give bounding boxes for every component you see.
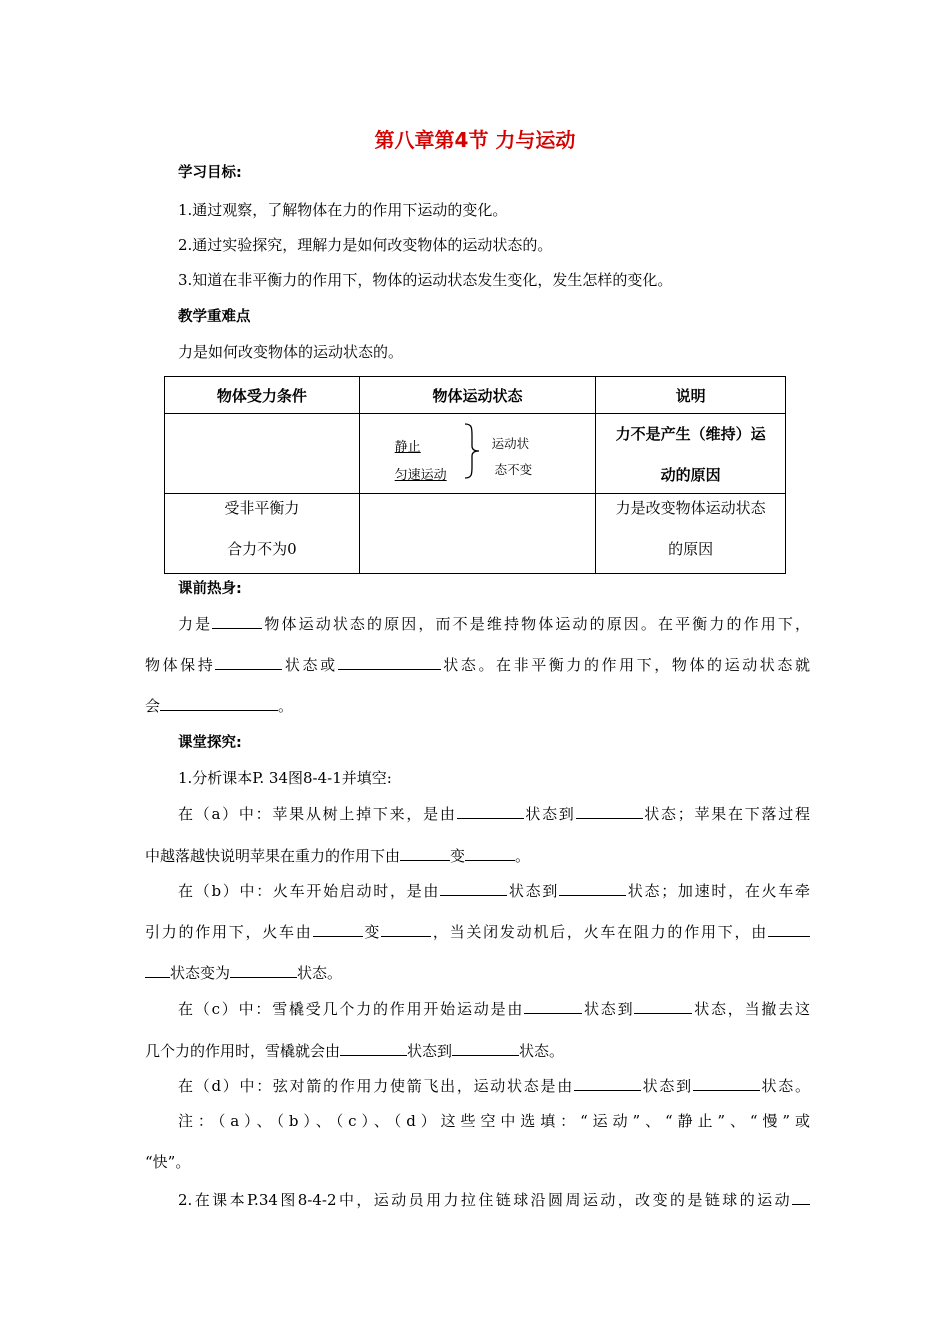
explore-question-2: [178, 1189, 810, 1210]
table-header-state: 物体运动状态: [359, 377, 596, 414]
fill-blank[interactable]: [400, 845, 450, 861]
explore-text: 状态到: [507, 882, 560, 900]
warmup-text: 物体保持: [145, 656, 216, 674]
explore-text: 。: [515, 847, 531, 865]
explore-text: 状态到: [640, 1077, 693, 1095]
explore-text: 状态到: [407, 1042, 453, 1060]
note-1-line-1: 力不是产生（维持）运: [615, 425, 766, 443]
condition-2-line-1: 受非平衡力: [224, 499, 300, 517]
fill-blank[interactable]: [576, 803, 643, 819]
warmup-text: 力是: [178, 615, 213, 633]
explore-text: 2.在课本P.34图8-4-2中，运动员用力拉住链球沿圆周运动，改变的是链球的运动: [178, 1191, 792, 1209]
fill-blank[interactable]: [340, 1040, 407, 1056]
warmup-heading: 课前热身:: [178, 581, 242, 597]
explore-text: 状态，当撤去这: [692, 1000, 810, 1018]
table-header-note: 说明: [596, 377, 786, 414]
objective-item-1: 1.通过观察，了解物体在力的作用下运动的变化。: [178, 201, 508, 219]
state-result-line-2: 态不变: [494, 462, 533, 477]
explore-b-line-2: [145, 921, 810, 942]
explore-text: 中越落越快说明苹果在重力的作用下由: [145, 847, 401, 865]
fill-blank[interactable]: [160, 695, 278, 711]
explore-heading: 课堂探究:: [178, 735, 242, 751]
warmup-line-1: [178, 613, 810, 634]
explore-text: 在（b）中：火车开始启动时，是由: [178, 882, 441, 900]
state-word-still: 静止: [394, 440, 421, 455]
warmup-text: 会: [145, 697, 161, 715]
warmup-text: 状态。在非平衡力的作用下，物体的运动状态就: [440, 656, 810, 674]
fill-blank[interactable]: [768, 921, 810, 937]
table-cell-state-1: [359, 414, 596, 494]
explore-text: 在（d）中：弦对箭的作用力使箭飞出，运动状态是由: [178, 1077, 574, 1095]
condition-2-line-2: 合力不为0: [227, 540, 297, 558]
objective-item-3: 3.知道在非平衡力的作用下，物体的运动状态发生变化，发生怎样的变化。: [178, 271, 673, 289]
explore-text: 状态到: [523, 805, 576, 823]
table-cell-note-1: [596, 414, 786, 494]
fill-blank[interactable]: [313, 921, 363, 937]
warmup-line-3: [145, 695, 810, 716]
fill-blank[interactable]: [693, 1075, 760, 1091]
table-cell-condition-1: [165, 414, 360, 494]
fill-blank[interactable]: [440, 880, 507, 896]
fill-blank[interactable]: [457, 803, 524, 819]
force-motion-table: [164, 376, 786, 574]
explore-a-line-2: [145, 845, 810, 866]
fill-blank[interactable]: [338, 654, 441, 670]
state-word-uniform: 匀速运动: [394, 468, 447, 483]
explore-text: 变: [450, 847, 466, 865]
explore-text: 状态；苹果在下落过程: [642, 805, 810, 823]
note-2-line-1: 力是改变物体运动状态: [615, 499, 766, 517]
explore-text: 引力的作用下，火车由: [145, 923, 313, 941]
fill-blank[interactable]: [452, 1040, 519, 1056]
fill-blank[interactable]: [634, 998, 692, 1014]
explore-text: 状态。: [519, 1042, 565, 1060]
explore-text: 状态变为: [170, 964, 231, 982]
fill-blank[interactable]: [574, 1075, 641, 1091]
explore-question-1: 1.分析课本P. 34图8-4-1并填空:: [178, 769, 392, 787]
fill-blank[interactable]: [212, 613, 262, 629]
explore-text: 几个力的作用时，雪橇就会由: [145, 1042, 341, 1060]
explore-b-line-1: [178, 880, 810, 901]
explore-text: 状态；加速时，在火车牵: [626, 882, 810, 900]
explore-note-line-1: 注：（a）、（b）、（c）、（d）这些空中选填：“运动”、“静止”、“慢”或: [178, 1112, 810, 1130]
key-points-text: 力是如何改变物体的运动状态的。: [178, 343, 404, 361]
warmup-line-2: [145, 654, 810, 675]
fill-blank[interactable]: [465, 845, 515, 861]
fill-blank[interactable]: [792, 1189, 810, 1205]
state-result-line-1: 运动状: [491, 436, 530, 451]
key-points-heading: 教学重难点: [178, 309, 251, 325]
fill-blank[interactable]: [215, 654, 282, 670]
fill-blank[interactable]: [381, 921, 431, 937]
warmup-text: 物体运动状态的原因，而不是维持物体运动的原因。在平衡力的作用下，: [262, 615, 810, 633]
explore-d-line-1: [178, 1075, 810, 1096]
table-cell-note-2: [596, 494, 786, 574]
explore-a-line-1: [178, 803, 810, 824]
note-1-line-2: 动的原因: [660, 466, 721, 484]
table-header-condition: 物体受力条件: [165, 377, 360, 414]
warmup-text: 。: [278, 697, 294, 715]
explore-text: 状态。: [297, 964, 343, 982]
note-2-line-2: 的原因: [668, 540, 714, 558]
fill-blank[interactable]: [559, 880, 626, 896]
explore-text: ，当关闭发动机后，火车在阻力的作用下，由: [431, 923, 768, 941]
explore-b-line-3: [145, 962, 810, 983]
table-cell-condition-2: [165, 494, 360, 574]
objective-item-2: 2.通过实验探究，理解力是如何改变物体的运动状态的。: [178, 236, 553, 254]
explore-text: 在（a）中：苹果从树上掉下来，是由: [178, 805, 457, 823]
explore-text: 变: [362, 923, 382, 941]
table-cell-state-2: [359, 494, 596, 574]
page-title: 第八章第4节 力与运动: [374, 128, 576, 152]
explore-text: 状态到: [582, 1000, 635, 1018]
fill-blank[interactable]: [230, 962, 297, 978]
explore-c-line-2: [145, 1040, 810, 1061]
explore-c-line-1: [178, 998, 810, 1019]
objectives-heading: 学习目标:: [178, 165, 242, 181]
explore-text: 在（c）中：雪橇受几个力的作用开始运动是由: [178, 1000, 525, 1018]
brace-icon: [463, 422, 481, 480]
fill-blank[interactable]: [524, 998, 582, 1014]
explore-text: 状态。: [759, 1077, 810, 1095]
warmup-text: 状态或: [282, 656, 338, 674]
explore-note-line-2: “快”。: [145, 1153, 191, 1171]
fill-blank[interactable]: [145, 962, 170, 978]
